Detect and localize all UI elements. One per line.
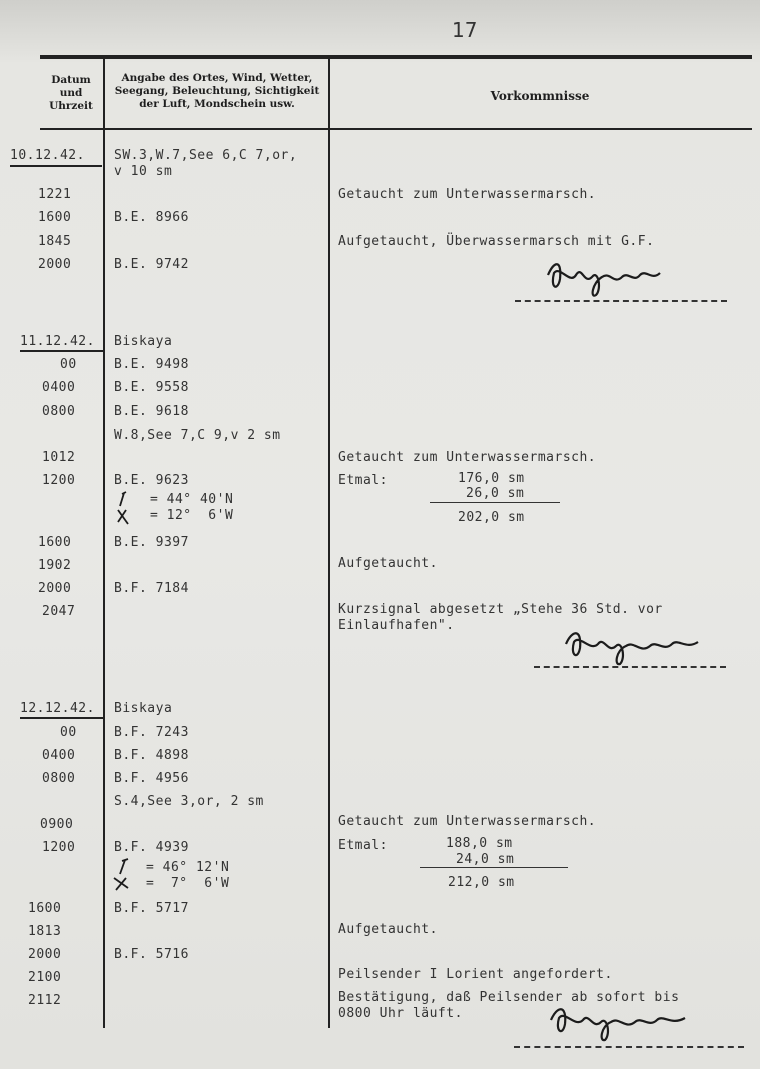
etmal-value: 24,0 sm (456, 852, 515, 867)
event-text: Bestätigung, daß Peilsender ab sofort bis (338, 990, 680, 1005)
position-cell: B.E. 9623 (114, 473, 189, 488)
time-cell: 1200 (42, 473, 76, 488)
event-text: Getaucht zum Unterwassermarsch. (338, 450, 597, 465)
event-text: Aufgetaucht, Überwassermarsch mit G.F. (338, 234, 655, 249)
time-cell: 1600 (38, 210, 72, 225)
time-cell: 1012 (42, 450, 76, 465)
etmal-value: 26,0 sm (466, 486, 525, 501)
position-cell: B.F. 4939 (114, 840, 189, 855)
signature-line (534, 666, 726, 668)
page-number: 17 (452, 18, 478, 42)
location-cell: Biskaya (114, 334, 173, 349)
etmal-label: Etmal: (338, 473, 388, 488)
header-datum: Datum und Uhrzeit (49, 74, 93, 112)
signature (560, 622, 710, 667)
time-cell: 2100 (28, 970, 62, 985)
position-cell: B.F. 5717 (114, 901, 189, 916)
time-cell: 2000 (28, 947, 62, 962)
sum-line (420, 867, 568, 868)
time-cell: 1902 (38, 558, 72, 573)
position-cell: B.E. 9498 (114, 357, 189, 372)
location-cell: Biskaya (114, 701, 173, 716)
position-cell: B.F. 7243 (114, 725, 189, 740)
etmal-total: 212,0 sm (448, 875, 515, 890)
time-cell: 0800 (42, 404, 76, 419)
weather-note: S.4,See 3,or, 2 sm (114, 794, 264, 809)
position-cell: B.F. 4956 (114, 771, 189, 786)
event-text: 0800 Uhr läuft. (338, 1006, 463, 1021)
date-underline (20, 350, 104, 352)
column-divider-2 (328, 58, 330, 1028)
time-cell: 0900 (40, 817, 74, 832)
event-text: Einlaufhafen". (338, 618, 455, 633)
longitude-cell: = 12° 6'W (150, 508, 234, 523)
time-cell: 1600 (38, 535, 72, 550)
position-cell: B.F. 4898 (114, 748, 189, 763)
event-text: Aufgetaucht. (338, 922, 438, 937)
phi-lambda-mark (110, 858, 142, 892)
time-cell: 2000 (38, 581, 72, 596)
time-cell: 00 (60, 725, 77, 740)
position-cell: B.E. 9742 (114, 257, 189, 272)
time-cell: 2047 (42, 604, 76, 619)
time-cell: 1845 (38, 234, 72, 249)
weather-note: W.8,See 7,C 9,v 2 sm (114, 428, 281, 443)
time-cell: 0800 (42, 771, 76, 786)
time-cell: 0400 (42, 748, 76, 763)
time-cell: 2112 (28, 993, 62, 1008)
etmal-label: Etmal: (338, 838, 388, 853)
column-divider-1 (103, 58, 105, 1028)
latitude-cell: = 46° 12'N (146, 860, 230, 875)
time-cell: 1200 (42, 840, 76, 855)
phi-lambda-mark (112, 490, 142, 526)
event-text: Peilsender I Lorient angefordert. (338, 967, 613, 982)
weather-note: v 10 sm (114, 164, 173, 179)
position-cell: B.E. 9558 (114, 380, 189, 395)
latitude-cell: = 44° 40'N (150, 492, 234, 507)
time-cell: 00 (60, 357, 77, 372)
date-entry: 10.12.42. (10, 148, 85, 163)
sum-line (430, 502, 560, 503)
longitude-cell: = 7° 6'W (146, 876, 230, 891)
time-cell: 1221 (38, 187, 72, 202)
position-cell: B.F. 7184 (114, 581, 189, 596)
signature-line (514, 1046, 744, 1048)
header-rule (40, 128, 752, 130)
position-cell: B.E. 9397 (114, 535, 189, 550)
time-cell: 1600 (28, 901, 62, 916)
signature (540, 255, 680, 300)
date-underline (10, 165, 102, 167)
etmal-total: 202,0 sm (458, 510, 525, 525)
signature-line (515, 300, 727, 302)
top-rule (40, 55, 752, 59)
date-entry: 12.12.42. (20, 701, 95, 716)
date-entry: 11.12.42. (20, 334, 95, 349)
position-cell: B.E. 9618 (114, 404, 189, 419)
header-angabe: Angabe des Ortes, Wind, Wetter, Seegang, Beleuchtung, Sichtigkeit der Luft, Mondschein usw. (114, 72, 320, 110)
event-text: Getaucht zum Unterwassermarsch. (338, 187, 597, 202)
event-text: Kurzsignal abgesetzt „Stehe 36 Std. vor (338, 602, 663, 617)
position-cell: B.E. 8966 (114, 210, 189, 225)
time-cell: 2000 (38, 257, 72, 272)
event-text: Aufgetaucht. (338, 556, 438, 571)
signature (545, 998, 695, 1043)
weather-note: SW.3,W.7,See 6,C 7,or, (114, 148, 298, 163)
date-underline (20, 717, 104, 719)
time-cell: 0400 (42, 380, 76, 395)
etmal-value: 188,0 sm (446, 836, 513, 851)
position-cell: B.F. 5716 (114, 947, 189, 962)
time-cell: 1813 (28, 924, 62, 939)
event-text: Getaucht zum Unterwassermarsch. (338, 814, 597, 829)
header-vorkommnisse: Vorkommnisse (490, 89, 590, 103)
etmal-value: 176,0 sm (458, 471, 525, 486)
